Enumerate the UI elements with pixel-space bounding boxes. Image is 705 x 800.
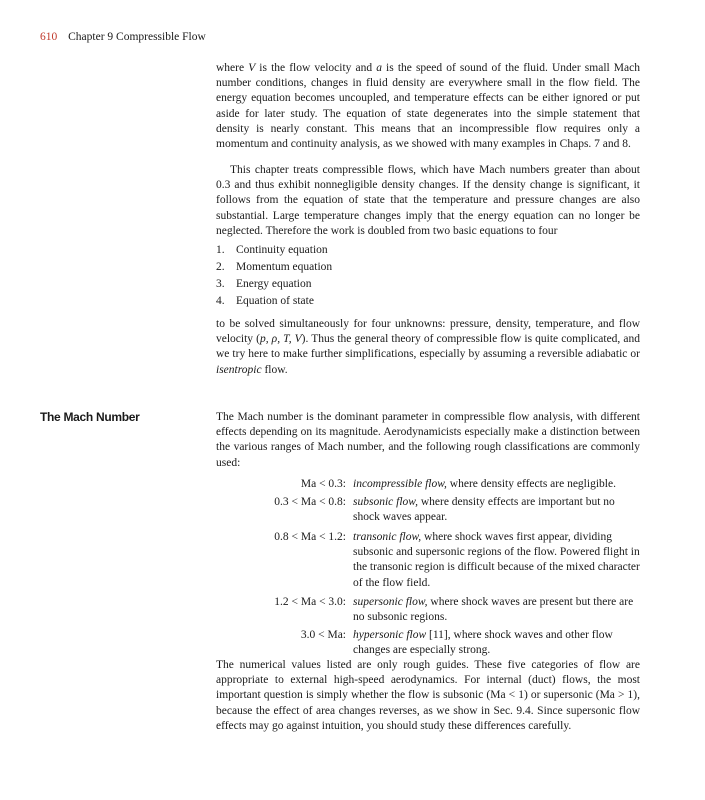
page-number: 610 bbox=[40, 31, 58, 43]
list-item: 4. Equation of state bbox=[216, 295, 314, 307]
mach-ranges-list bbox=[216, 477, 640, 663]
list-item: 1. Continuity equation bbox=[216, 244, 328, 256]
paragraph-2 bbox=[216, 163, 640, 239]
mach-range-condition: 3.0 < Ma: bbox=[300, 629, 346, 641]
paragraph-5-text: The numerical values listed are only rough guides. These five categories of flow are appropriate to external high-speed aerodynamics. For internal (duct) flows, the most important question is simply whether the flow is subsonic (Ma < 1) or supersonic (Ma > 1), because the effect of area changes reverses, as we show in Sec. 9.4. Since supersonic flow effects may go against intuition, you should study these differences carefully. bbox=[216, 659, 640, 732]
paragraph-1 bbox=[216, 61, 640, 152]
section-heading: The Mach Number bbox=[40, 410, 140, 424]
mach-range-item: Ma < 0.3: incompressible flow, where density effects are negligible. bbox=[216, 477, 640, 495]
mach-range-item: 1.2 < Ma < 3.0: supersonic flow, where shock waves are present but there are no subsonic regions. bbox=[216, 595, 640, 628]
paragraph-4-text: The Mach number is the dominant parameter in compressible flow analysis, with different effects depending on its magnitude. Aerodynamicists especially make a distinction between the various ranges of Mach number, and the following rough classifications are commonly used: bbox=[216, 411, 640, 469]
mach-range-condition: Ma < 0.3: bbox=[300, 478, 346, 490]
mach-range-item: 3.0 < Ma: hypersonic flow [11], where shock waves and other flow changes are especially strong. bbox=[216, 628, 640, 663]
mach-range-condition: 1.2 < Ma < 3.0: bbox=[274, 596, 346, 608]
paragraph-4 bbox=[216, 410, 640, 471]
paragraph-3-text: to be solved simultaneously for four unknowns: pressure, density, temperature, and flow velocity (p, ρ, T, V). Thus the general theory of compressible flow is quite complicated, and we try here to make further simplifications, especially by assuming a reversible adiabatic or isentropic flow. bbox=[216, 318, 640, 376]
mach-range-condition: 0.8 < Ma < 1.2: bbox=[274, 531, 346, 543]
paragraph-3 bbox=[216, 317, 640, 378]
paragraph-1-text: where V is the flow velocity and a is the speed of sound of the fluid. Under small Mach number conditions, changes in fluid density are everywhere small in the flow field. The energy equation becomes uncoupled, and temperature effects can be either ignored or put aside for later study. The equation of state degenerates into the simple statement that density is nearly constant. This means that an incompressible flow requires only a momentum and continuity analysis, as we showed with many examples in Chaps. 7 and 8. bbox=[216, 62, 640, 151]
list-item: 2. Momentum equation bbox=[216, 261, 333, 273]
paragraph-2-text: This chapter treats compressible flows, which have Mach numbers greater than about 0.3 and thus exhibit nonnegligible density changes. If the density change is significant, it follows from the equation of state that the temperature and pressure changes are also substantial. Large temperature changes imply that the energy equation can no longer be neglected. Therefore the work is doubled from two basic equations to four bbox=[216, 164, 640, 237]
running-header bbox=[40, 31, 206, 43]
list-item: 3. Energy equation bbox=[216, 278, 312, 290]
paragraph-5 bbox=[216, 658, 640, 734]
mach-range-condition: 0.3 < Ma < 0.8: bbox=[274, 496, 346, 508]
mach-range-item: 0.3 < Ma < 0.8: subsonic flow, where density effects are important but no shock waves appear. bbox=[216, 495, 640, 530]
equations-list bbox=[216, 242, 640, 310]
chapter-title: Chapter 9 Compressible Flow bbox=[68, 31, 206, 43]
mach-range-item: 0.8 < Ma < 1.2: transonic flow, where shock waves first appear, dividing subsonic and supersonic regions of the flow. Powered flight in the transonic region is difficult because of the mixed character of the flow field. bbox=[216, 530, 640, 595]
